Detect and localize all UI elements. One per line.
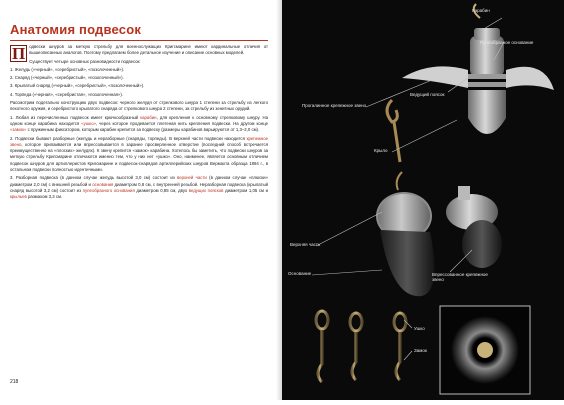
hook-left [387,100,400,162]
types-list-item-3: 3. Крылатый снаряд («черный», «серебристый», «позолоченный»). [10,83,145,89]
construction-paragraph: Рассмотрим подетально конструкцию двух подвесок: черного желудя от стрелкового шнура 1 степени за стрельбу из легкого пехотного оружия, и серебристого крылатого снаряда от стрелкового шнура 2 степени, за стрельбу из зенитных орудий. [10,100,268,112]
p1-term-karabin: карабин [140,114,157,120]
label-lead-band: Ведущий поясок [410,92,445,97]
p3-term-bullet-base: пулеобразного основания [82,187,135,193]
p1-term-lock: «замок» [10,127,27,133]
silver-acorn [446,186,502,268]
paragraph-2 [10,136,268,174]
p2-text-a: 2. Подвески бывают разборные (желудь и неразборные (снаряды, торпеды). В верхней части подвески находится [10,135,245,141]
p3-text-b: (в данном случае «плюски» диаметром 2,0 см) с внешней резьбой и [10,175,268,187]
photo-illustration [282,0,564,400]
hook-small-1 [316,311,328,382]
label-prong-link: Прогалинное крепежное звено [302,103,367,108]
label-ear: Ушко [414,326,425,331]
label-lock: Замок [414,348,427,353]
p1-text-d: с пружинным фиксатором, которым карабин крепится за подвеску (размеры карабинов варьируются от 1,3–2,0 см). [27,127,260,133]
p3-text-f: размахом 3,3 см. [27,194,63,200]
p3-text-a: 3. Разборная подвеска (в данном случае желудь высотой 3,0 см) состоит из [10,175,175,181]
text-column [10,44,268,203]
hook-small-3 [394,313,406,380]
p3-term-base: основания [92,181,114,187]
label-pressed-link: Впрессованное крепежное звено [432,272,488,282]
p3-text-c: диаметром 0,8 см, с внутренней резьбой. Неразборная подвеска (крылатый снаряд высотой 3,2 см) состоит из [10,181,269,193]
p3-text-d: диаметром 0,85 см, двух [136,187,188,193]
footer-bar [0,386,282,400]
types-paragraph: Существует четыре основных разновидности подвесок: [29,58,141,64]
p1-text-b: , для крепления к основному стрелковому шнуру. На одном конце карабина находится [10,114,268,126]
label-karabin: Карабин [472,8,490,13]
types-list-item-1: 1. Желудь («черный», «серебристый», «позолоченный»). [10,66,125,72]
page-title: Анатомия подвесок [10,22,142,37]
p1-term-ear: «ушко» [81,120,96,126]
winged-shell [402,4,554,134]
paragraph-3 [10,175,268,200]
p3-term-bands: ведущих поясков [188,187,224,193]
right-page-photo [282,0,564,400]
paragraph-1 [10,115,268,134]
page-number: 218 [10,379,19,385]
label-top-part: Верхняя часть [290,242,321,247]
label-wing: Крыло [374,148,388,153]
p3-term-wings: крыльев [10,194,27,200]
label-bullet-base: Пулеобразное основание [480,40,534,45]
hook-small-2 [350,313,362,380]
p1-text-a: 1. Любая из перечисленных подвесок имеет крючкообразный [10,114,139,120]
types-list-item-2: 2. Снаряд («черный», «серебристый», «позолоченный»). [10,75,124,81]
dropcap: П [12,44,26,63]
acorn [376,172,435,296]
p1-text-c: , через которое продевается плетеная нить крепления подвески. На другом конце [95,120,268,126]
label-base: Основание [288,271,312,276]
p2-text-b: , которое припаивается или впрессовывается в заранее просверленное отверстие (последний способ встречается преимущественно на «плоских» желудях). К звену крепится «замок» карабина. Хотелось бы заметить, что подвески шнуров за меткую стрельбу Кригсмарине отличаются именно тем, что у них нет «ушко». Оно, наименее, является основным отличием подвесок шнуров для артиллеристов Кригсмарине и подвесок-снарядов артиллерийских шнуров Вермахта образца 1894 г., в остальном подвески полностью идентичными. [10,141,268,173]
inset-pressed-link [477,342,493,358]
types-list-item-4: 4. Торпеда («черная», «серебристая», «позолоченная»). [10,91,123,97]
p3-term-top: верхней части [177,175,207,181]
p2-term-link: крепежное звено [10,135,268,147]
p3-text-e: диаметром 1,05 см и [225,187,268,193]
title-rule [10,40,268,41]
intro-text: одвески шнуров за меткую стрельбу для военнослужащих Кригсмарине имеют кардинальные отличия от вышеописанных аналогов. Поэтому предлагаем более детальное изучение и описание основных моделей. [29,44,268,56]
left-page [0,0,282,400]
